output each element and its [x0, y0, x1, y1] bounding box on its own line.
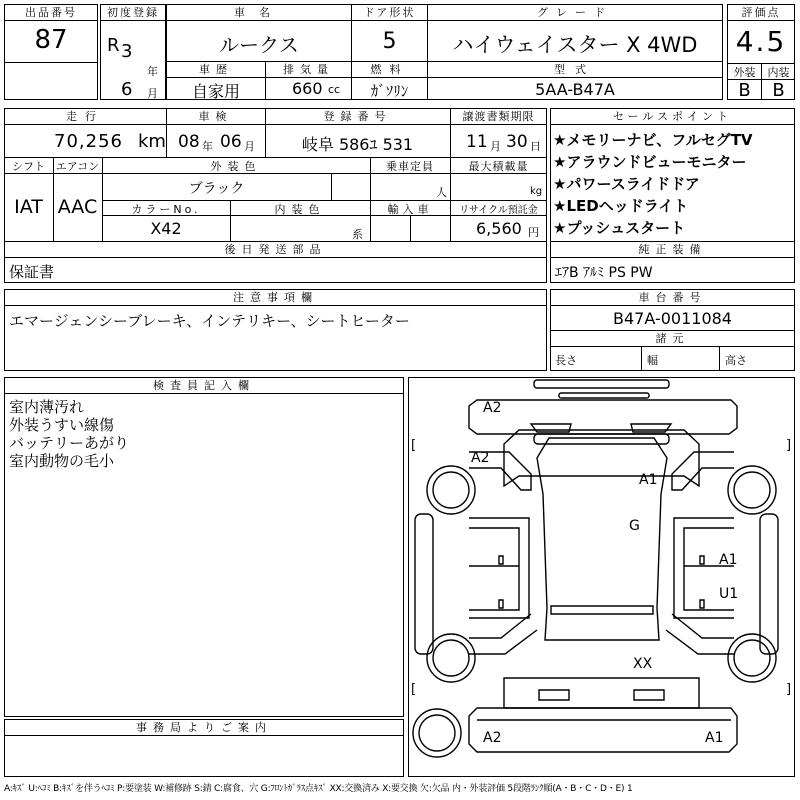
recycle-label: リサイクル預託金 [459, 205, 538, 216]
door-box [351, 4, 428, 62]
damage-mark-right-door: A1 [719, 552, 738, 568]
import-label: 輸入車 [387, 203, 433, 216]
inspector-label: 検査員記入欄 [5, 378, 403, 394]
era: R [107, 35, 120, 56]
transfer-deadline-label: 譲渡書類期限 [462, 110, 535, 123]
score-label: 評価点 [728, 5, 794, 21]
width-label: 幅 [647, 354, 658, 367]
score: 4.5 [735, 25, 787, 58]
chassis-number: B47A-0011084 [613, 309, 732, 328]
exterior-color-label: 外装色 [210, 160, 262, 173]
post-parts-label: 後日発送部品 [5, 242, 546, 258]
fuel: ｶﾞｿﾘﾝ [370, 82, 409, 100]
car-name-label: 車名 [167, 5, 351, 21]
year-unit: 年 [147, 65, 158, 78]
capacity-label: 乗車定員 [386, 160, 434, 173]
car-outline [409, 378, 794, 776]
sales-points-label: セールスポイント [551, 109, 794, 125]
color-number-label: カラーNo. [131, 203, 201, 216]
notes-label: 注意事項欄 [5, 290, 546, 306]
damage-mark-rear-bumper-left: A2 [483, 730, 502, 746]
history-box [166, 61, 266, 100]
plate-number: 岐阜 586ﾕ 531 [301, 135, 414, 154]
door: 5 [382, 29, 397, 54]
inspector-box [4, 377, 404, 717]
office-box [4, 719, 404, 777]
transfer-month-unit: 月 [490, 140, 501, 153]
ac: AAC [57, 196, 98, 218]
inspection-year-unit: 年 [202, 140, 213, 153]
chassis-box [550, 289, 795, 371]
chassis-label: 車台番号 [551, 290, 794, 306]
mileage-unit: km [138, 131, 166, 152]
bracket-right-top: ] [786, 438, 792, 453]
sales-point-1: ★メモリーナビ、フルセグTV [553, 131, 753, 149]
inspection-label: 車検 [198, 110, 233, 123]
interior-color-unit: 系 [352, 228, 363, 241]
bracket-left-top: [ [411, 438, 417, 453]
damage-mark-glass: G [629, 518, 640, 534]
office-label: 事務局よりご案内 [5, 720, 403, 736]
model-label: 型式 [428, 62, 722, 78]
shift-label: シフト [12, 160, 45, 173]
inspector-line-1: 室内薄汚れ [9, 398, 85, 416]
lot-number-label: 出品番号 [5, 5, 97, 21]
grade-label: グレード [428, 5, 722, 21]
post-parts-box [4, 241, 547, 283]
sales-point-5: ★プッシュスタート [553, 219, 686, 237]
height-label: 高さ [725, 354, 747, 367]
length-label: 長さ [555, 354, 577, 367]
month: 6 [121, 79, 133, 100]
lot-number-box [4, 4, 98, 100]
vehicle-info-grid [4, 108, 547, 242]
inspection-year: 08 [178, 132, 200, 152]
grade-box [427, 4, 723, 62]
inspector-line-2: 外装うすい線傷 [9, 416, 115, 434]
sales-point-2: ★アラウンドビューモニター [553, 153, 747, 171]
displacement-box [265, 61, 352, 100]
ac-label: エアコン [55, 160, 100, 173]
car-name: ルークス [219, 33, 299, 57]
score-box [727, 4, 795, 100]
exterior-label: 外装 [733, 66, 756, 79]
exterior-grade: B [738, 80, 751, 101]
inspector-line-4: 室内動物の毛小 [9, 452, 115, 470]
color-number: X42 [150, 219, 182, 238]
inspection-month-unit: 月 [244, 140, 255, 153]
displacement: 660 [292, 79, 323, 98]
interior-color-label: 内装色 [274, 203, 326, 216]
mileage-label: 走行 [66, 110, 104, 123]
transfer-month: 11 [466, 132, 488, 152]
interior-grade: B [772, 80, 785, 101]
bracket-left-bottom: [ [411, 682, 417, 697]
notes: エマージェンシーブレーキ、インテリキー、シートヒーター [9, 312, 410, 330]
genuine-equipment-label: 純正装備 [551, 242, 794, 258]
mileage: 70,256 [54, 131, 123, 152]
notes-box [4, 289, 547, 371]
car-diagram [408, 377, 795, 777]
displacement-label: 排気量 [266, 62, 351, 78]
transfer-day: 30 [506, 132, 528, 152]
interior-label: 内装 [767, 66, 790, 79]
month-unit: 月 [147, 87, 158, 100]
fuel-label: 燃料 [352, 62, 427, 78]
exterior-color: ブラック [188, 181, 245, 197]
inspection-month: 06 [220, 132, 242, 152]
damage-mark-roof: A1 [639, 472, 658, 488]
post-parts: 保証書 [9, 263, 55, 281]
door-label: ドア形状 [352, 5, 427, 21]
bracket-right-bottom: ] [786, 682, 792, 697]
recycle-fee: 6,560 [476, 219, 522, 238]
sales-point-3: ★パワースライドドア [553, 175, 700, 193]
car-name-box [166, 4, 352, 62]
genuine-equipment-box [550, 241, 795, 283]
model-box [427, 61, 723, 100]
history: 自家用 [191, 82, 240, 101]
shift: IAT [14, 196, 43, 218]
recycle-unit: 円 [528, 226, 539, 239]
damage-mark-right-rear-door: U1 [719, 586, 739, 602]
history-label: 車歴 [167, 62, 265, 78]
damage-mark-left-fender: A2 [471, 450, 490, 466]
first-registration-label: 初度登録 [101, 5, 165, 21]
legend: A:ｷｽﾞ U:ﾍｺﾐ B:ｷｽﾞを伴うﾍｺﾐ P:要塗装 W:補修跡 S:錆 C:腐食、穴 G:ﾌﾛﾝﾄｶﾞﾗｽ点ｷｽﾞ XX:交換済み X:要交換 欠:欠品 内・外装評価 5段階ﾗﾝｸ順(A・B・C・D・E) 1 [4, 784, 633, 794]
max-load-unit: kg [530, 186, 543, 197]
plate-label: 登録番号 [323, 110, 392, 123]
grade: ハイウェイスター X 4WD [452, 33, 698, 57]
lot-number: 87 [34, 25, 68, 55]
transfer-day-unit: 日 [530, 140, 541, 153]
damage-mark-rear-bumper-right: A1 [705, 730, 724, 746]
sales-point-4: ★LEDヘッドライト [553, 197, 689, 215]
capacity-unit: 人 [436, 186, 447, 199]
sales-points-box [550, 108, 795, 242]
max-load-label: 最大積載量 [468, 160, 529, 173]
year: 3 [121, 41, 133, 62]
damage-mark-rear-hatch: XX [633, 656, 653, 672]
genuine-equipment: ｴｱB ｱﾙﾐ PS PW [555, 265, 653, 281]
inspector-line-3: バッテリーあがり [9, 434, 130, 452]
damage-mark-front-bumper: A2 [483, 400, 502, 416]
fuel-box [351, 61, 428, 100]
model: 5AA-B47A [535, 80, 615, 99]
dimensions-label: 諸元 [655, 332, 690, 345]
displacement-unit: cc [328, 83, 341, 96]
first-registration-box [100, 4, 166, 100]
